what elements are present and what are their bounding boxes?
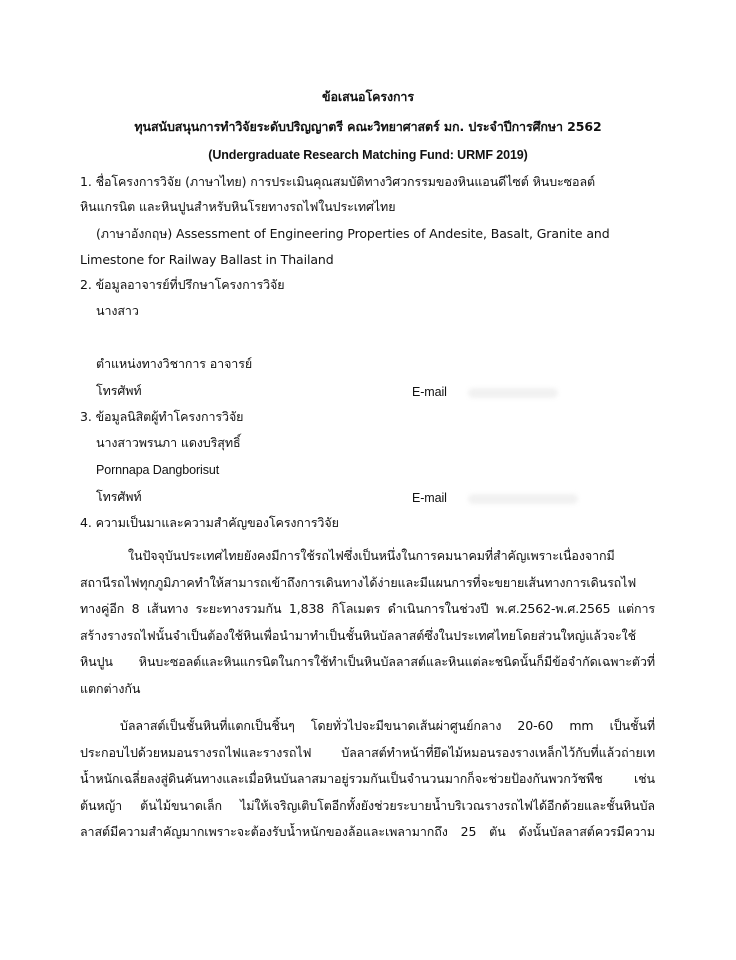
advisor-name-prefix: นางสาว [96,303,139,318]
project-name-th-cont: หินแกรนิต และหินปูนสำหรับหินโรยทางรถไฟในประเทศไทย [80,199,396,214]
document-subtitle: ทุนสนับสนุนการทำวิจัยระดับปริญญาตรี คณะวิทยาศาสตร์ มก. ประจำปีการศึกษา 2562 [134,119,602,134]
background-heading: 4. ความเป็นมาและความสำคัญของโครงการวิจัย [80,515,339,530]
paragraph-line: บัลลาสต์เป็นชั้นหินที่แตกเป็นชิ้นๆ โดยทั่วไปจะมีขนาดเส้นผ่าศูนย์กลาง 20-60 mm เป็นชั้นที่ [120,718,655,733]
project-name-th: 1. ชื่อโครงการวิจัย (ภาษาไทย) การประเมินคุณสมบัติทางวิศวกรรมของหินแอนดีไซต์ หินบะซอลต์ [80,174,596,189]
paragraph-line: แตกต่างกัน [80,681,141,696]
advisor-heading: 2. ข้อมูลอาจารย์ที่ปรึกษาโครงการวิจัย [80,277,285,292]
student-email-label: E-mail [412,491,447,505]
paragraph-line: ในปัจจุบันประเทศไทยยังคงมีการใช้รถไฟซึ่งเป็นหนึ่งในการคมนาคมที่สำคัญเพราะเนื่องจากมี [128,548,615,563]
advisor-phone-label: โทรศัพท์ [96,383,142,398]
paragraph-line: ต้นหญ้า ต้นไม้ขนาดเล็ก ไม่ให้เจริญเติบโตอีกทั้งยังช่วยระบายน้ำบริเวณรางรถไฟได้อีกด้วยและชั้นหินบัล [80,798,655,813]
redacted-email [468,494,578,504]
document-subtitle-en: (Undergraduate Research Matching Fund: URMF 2019) [208,148,528,162]
paragraph-line: ทางคู่อีก 8 เส้นทาง ระยะทางรวมกัน 1,838 กิโลเมตร ดำเนินการในช่วงปี พ.ศ.2562-พ.ศ.2565 แต่การ [80,601,655,616]
project-name-en-cont: Limestone for Railway Ballast in Thailand [80,252,334,267]
paragraph-line: หินปูน หินบะซอลต์และหินแกรนิตในการใช้ทำเป็นหินบัลลาสต์และหินแต่ละชนิดนั้นก็มีข้อจำกัดเฉพาะตัวที่ [80,654,655,669]
student-phone-label: โทรศัพท์ [96,489,142,504]
advisor-email-label: E-mail [412,385,447,399]
paragraph-line: ลาสต์มีความสำคัญมากเพราะจะต้องรับน้ำหนักของล้อและเพลามากถึง 25 ตัน ดังนั้นบัลลาสต์ควรมีความ [80,824,655,839]
advisor-position: ตำแหน่งทางวิชาการ อาจารย์ [96,356,253,371]
student-heading: 3. ข้อมูลนิสิตผู้ทำโครงการวิจัย [80,409,244,424]
paragraph-line: น้ำหนักเฉลี่ยลงสู่ดินคันทางและเมื่อหินบันลาสมาอยู่รวมกันเป็นจำนวนมากก็จะช่วยป้องกันพวกวัชพืช เช่น [80,771,655,786]
redacted-email [468,388,558,398]
project-name-en: (ภาษาอังกฤษ) Assessment of Engineering Properties of Andesite, Basalt, Granite and [96,226,610,241]
paragraph-line: สถานีรถไฟทุกภูมิภาคทำให้สามารถเข้าถึงการเดินทางได้ง่ายและมีแผนการที่จะขยายเส้นทางการเดินรถไฟ [80,575,637,590]
paragraph-line: ประกอบไปด้วยหมอนรางรถไฟและรางรถไฟ บัลลาสต์ทำหน้าที่ยึดไม้หมอนรองรางเหล็กไว้กับที่แล้วถ่ายเท [80,745,655,760]
student-name-th: นางสาวพรนภา แดงบริสุทธิ์ [96,435,241,450]
document-title: ข้อเสนอโครงการ [322,89,414,104]
student-name-en: Pornnapa Dangborisut [96,463,220,477]
paragraph-line: สร้างรางรถไฟนั้นจำเป็นต้องใช้หินเพื่อนำมาทำเป็นชั้นหินบัลลาสต์ซึ่งในประเทศไทยโดยส่วนใหญ่แล้วจะใช้ [80,628,636,643]
